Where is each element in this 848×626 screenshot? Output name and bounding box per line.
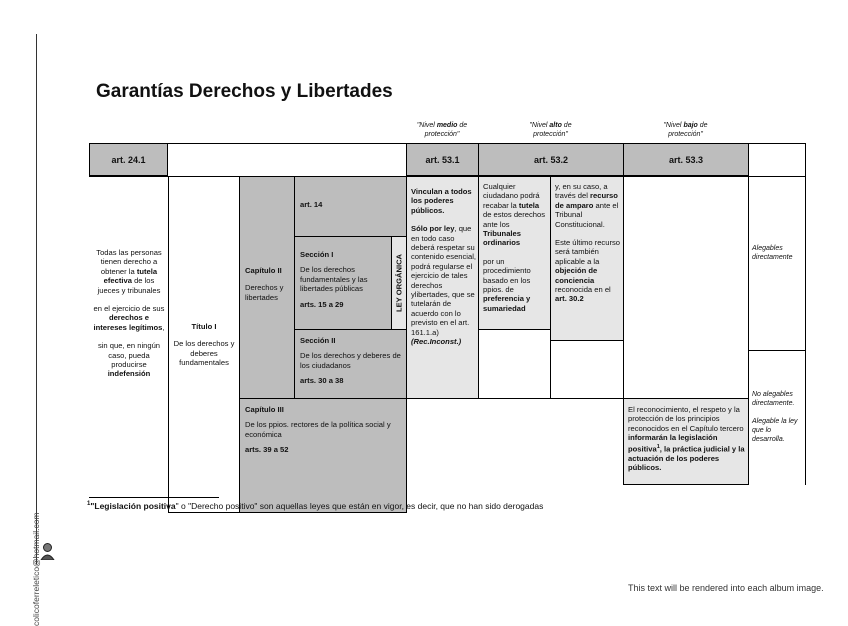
capitulo-ii-box: Capítulo II Derechos y libertades bbox=[239, 176, 295, 399]
seccion-i-box: Sección I De los derechos fundamentales y las libertades públicas arts. 15 a 29 bbox=[294, 236, 392, 330]
header-art-53-3: art. 53.3 bbox=[623, 143, 749, 176]
footnote-text: $^1$"Legislación positiva" o "Derecho positivo" son aquellas leyes que están en vigor, es decir, que no han sido derogadas bbox=[87, 501, 544, 511]
header-art-24-1: art. 24.1 bbox=[89, 143, 168, 176]
ley-organica-box: LEY ORGÁNICA bbox=[391, 236, 407, 330]
art-53-2-empty-left bbox=[478, 329, 551, 399]
page-title: Garantías Derechos y Libertades bbox=[96, 81, 393, 102]
titulo-i-name: Título I bbox=[191, 321, 217, 331]
level-label-medio: "Nivel medio de protección" bbox=[416, 122, 468, 139]
art-53-3-content: El reconocimiento, el respeto y la protección de los principios reconocidos en el Capítulo tercero informarán la legislación positiva$^1$, la práctica judicial y la actuación de los poderes públicos. bbox=[623, 398, 749, 485]
art-53-1-content: Vinculan a todos los poderes públicos. Sólo por ley, que en todo caso deberá respetar su contenido esencial, podrá regularse el ejercicio de tales derechos ylibertades, que se tutelarán de acuerdo con lo previsto en el art. 161.1.a) (Rec.Inconst.) bbox=[406, 176, 479, 399]
header-art-53-1: art. 53.1 bbox=[406, 143, 479, 176]
header-top-line bbox=[168, 143, 406, 144]
art-14-box: art. 14 bbox=[294, 176, 407, 237]
avatar-icon bbox=[40, 542, 55, 560]
header-art-53-2: art. 53.2 bbox=[478, 143, 624, 176]
capitulo-iii-box: Capítulo III De los ppios. rectores de la política social y económica arts. 39 a 52 bbox=[239, 398, 407, 513]
watermark-text: This text will be rendered into each album image. bbox=[628, 583, 824, 593]
art-53-3-empty bbox=[623, 176, 749, 399]
art-53-2-empty-right bbox=[550, 340, 624, 399]
level-label-alto: "Nivel alto de protección" bbox=[529, 122, 572, 139]
alegables-note: Alegables directamente bbox=[752, 245, 793, 261]
tutela-efectiva-text: Todas las personas tienen derecho a obtener la tutela efectiva de los jueces y tribunales en el ejercicio de sus derechos e intereses legítimos, sin que, en ningún caso, pueda producirse indefensión bbox=[93, 248, 165, 379]
header-top-line-right bbox=[748, 143, 806, 144]
art-53-2-amparo: y, en su caso, a través del recurso de amparo ante el Tribunal Constitucional. Este último recurso será también aplicable a la objeción de conciencia reconocida en el art. 30.2 bbox=[550, 176, 624, 341]
titulo-i-desc: De los derechos y deberes fundamentales bbox=[173, 339, 235, 367]
side-email: colicoferreletico@hotmail.com bbox=[31, 512, 41, 626]
seccion-ii-box: Sección II De los derechos y deberes de los ciudadanos arts. 30 a 38 bbox=[294, 329, 407, 399]
level-label-bajo: "Nivel bajo de protección" bbox=[663, 122, 708, 139]
no-alegables-note: No alegables directamente. Alegable la ley que lo desarrolla. bbox=[752, 391, 798, 443]
art-53-2-tribunales: Cualquier ciudadano podrá recabar la tutela de estos derechos ante los Tribunales ordinarios por un procedimiento basado en los ppios. de preferencia y sumariedad bbox=[478, 176, 551, 330]
titulo-i-box bbox=[168, 176, 240, 513]
right-column-line bbox=[805, 143, 806, 485]
right-divider-line bbox=[748, 350, 806, 351]
footnote-line bbox=[89, 497, 219, 498]
